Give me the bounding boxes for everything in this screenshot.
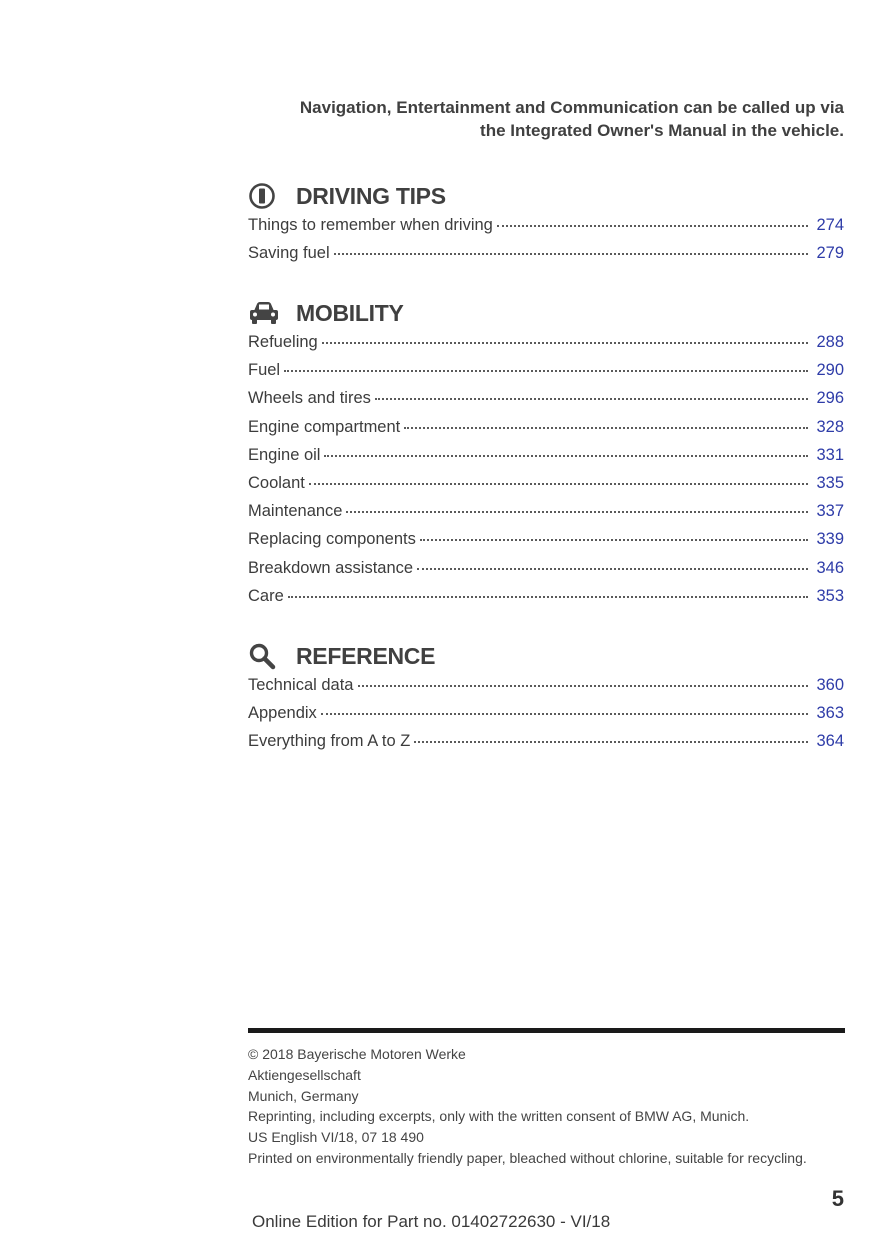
dot-leader [288,595,808,598]
section-heading [248,640,844,672]
toc-page-link[interactable]: 337 [816,502,844,521]
section-title: DRIVING TIPS [296,182,446,209]
toc-entry-label: Everything from A to Z [248,732,411,751]
dot-leader [321,712,808,715]
toc-page-link[interactable]: 288 [816,333,844,351]
dot-leader [322,341,808,344]
section-heading [248,297,844,329]
imprint-line: Munich, Germany [248,1087,359,1104]
toc-entry[interactable] [248,216,844,244]
toc-entry[interactable] [248,732,844,760]
dot-leader [417,567,808,570]
toc-entry-label: Breakdown assistance [248,558,414,577]
toc-page-link[interactable]: 279 [816,244,844,263]
toc-entry-label: Appendix [248,704,317,723]
page-number: 5 [831,1186,844,1211]
toc-entry-label: Saving fuel [248,244,330,263]
dot-leader [375,397,808,400]
car-icon [248,299,282,327]
toc-entry[interactable] [248,704,844,732]
toc-page-link[interactable]: 296 [816,389,844,408]
toc-entry[interactable] [248,559,844,587]
toc-page-link[interactable]: 364 [816,732,844,751]
dot-leader [404,426,808,429]
toc-entry[interactable] [248,446,844,474]
toc-entry-label: Coolant [248,473,305,492]
toc-entry-label: Fuel [248,361,281,380]
toc-entry-label: Wheels and tires [248,389,371,408]
imprint-line: Aktiengesellschaft [248,1066,361,1083]
intro-line-2: the Integrated Owner's Manual in the vehicle. [480,121,844,140]
imprint-line: US English VI/18, 07 18 490 [248,1129,424,1146]
magnifier-icon [248,642,282,670]
toc-entry-label: Technical data [248,676,354,694]
toc-entry[interactable] [248,418,844,446]
toc-entry-label: Engine compartment [248,417,401,436]
toc-entry-label: Maintenance [248,502,343,521]
toc-entry-label: Engine oil [248,445,321,464]
toc-page-link[interactable]: 328 [816,417,844,436]
dot-leader [497,224,808,227]
section-title: MOBILITY [296,299,404,326]
dot-leader [284,369,808,372]
intro-line-1: Navigation, Entertainment and Communication can be called up via [299,98,844,117]
toc-page-link[interactable]: 363 [816,704,844,723]
imprint-line: © 2018 Bayerische Motoren Werke [248,1046,466,1062]
toc-page-link[interactable]: 331 [816,445,844,464]
toc-page-link[interactable]: 274 [816,216,844,234]
toc-entry[interactable] [248,530,844,558]
edition-note: Online Edition for Part no. 01402722630 - VI/18 [252,1212,611,1231]
section-title: REFERENCE [296,642,436,669]
intro-note [248,96,844,142]
imprint-line: Reprinting, including excerpts, only with the written consent of BMW AG, Munich. [248,1108,750,1125]
dot-leader [358,684,809,687]
toc-entry-label: Replacing components [248,530,416,549]
driving-tips-icon [248,182,282,210]
toc-entry[interactable] [248,474,844,502]
toc-page-link[interactable]: 335 [816,473,844,492]
toc-entry[interactable] [248,676,844,704]
toc-page-link[interactable]: 339 [816,530,844,549]
dot-leader [346,510,808,513]
toc-entry[interactable] [248,333,844,361]
dot-leader [334,252,808,255]
toc-entry-label: Refueling [248,333,318,351]
imprint [248,1044,807,1169]
dot-leader [414,740,808,743]
toc-entry[interactable] [248,587,844,615]
section-reference [248,640,844,761]
toc-entry-label: Care [248,586,284,605]
toc-entry-label: Things to remember when driving [248,216,493,234]
section-heading [248,180,844,212]
footer-rule [248,1028,845,1033]
dot-leader [309,482,808,485]
toc-entry[interactable] [248,502,844,530]
dot-leader [420,538,808,541]
imprint-line: Printed on environmentally friendly paper, bleached without chlorine, suitable for recycling. [248,1149,807,1166]
toc-page-link[interactable]: 360 [816,676,844,694]
section-mobility [248,297,844,615]
toc-page-link[interactable]: 353 [816,586,844,605]
toc-page-link[interactable]: 346 [816,558,844,577]
section-driving-tips [248,180,844,272]
toc-page-link[interactable]: 290 [816,361,844,380]
toc-entry[interactable] [248,361,844,389]
toc-entry[interactable] [248,389,844,417]
dot-leader [324,454,808,457]
toc-entry[interactable] [248,244,844,272]
